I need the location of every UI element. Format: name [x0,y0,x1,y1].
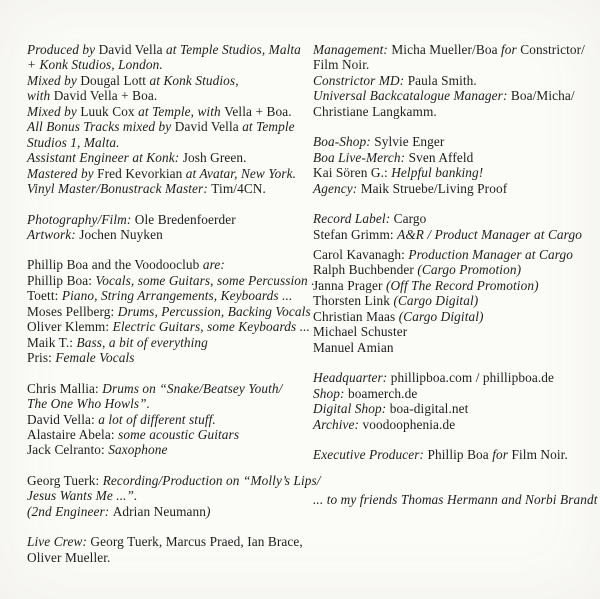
credit-text: Jochen Nuyken [79,226,163,242]
credit-text: Stefan Grimm: [313,226,398,242]
credit-text: boa-digital.net [389,401,469,417]
credit-text-italic: at Temple, with [138,103,225,119]
credit-line [27,150,313,165]
credit-text-italic: Mastered by [27,165,98,181]
credit-text: phillipboa.com / phillipboa.de [390,370,555,386]
credit-text-italic: Studios 1, Malta. [27,134,120,150]
credit-text-italic: Drums on “Snake/Beatsey Youth/ [102,380,283,396]
credit-text-italic: with [27,88,54,104]
credit-block [313,447,595,462]
credit-text: boamerch.de [347,385,418,401]
credit-line [313,293,595,308]
credit-line [27,396,313,411]
credit-text-italic: Boa Live-Merch: [313,149,409,165]
credit-block [27,534,313,565]
credit-line [313,340,595,355]
credit-text: Manuel Amian [313,339,394,355]
credit-text: Michael Schuster [313,324,408,340]
credit-text-italic: Mixed by [27,103,81,119]
credit-line [313,134,595,149]
credit-line [27,412,313,427]
credit-block [27,381,313,458]
credit-line [27,42,313,57]
credit-text: Maik Struebe/Living Proof [360,180,508,196]
credit-line [27,119,313,134]
credit-text: Moses Pellberg: [27,303,118,319]
credit-text-italic: Shop: [313,385,348,401]
credit-line [313,278,595,293]
credit-block [27,257,322,366]
credit-line [313,386,595,401]
credit-text-italic: Produced by [27,42,99,57]
credit-line [313,401,595,416]
credit-text-italic: Digital Shop: [313,401,390,417]
credit-line [27,257,313,272]
credit-line [27,227,313,242]
credit-line [27,88,313,103]
credit-line [27,288,313,303]
credit-text: Vella + Boa. [224,103,292,119]
credit-text-italic: Mixed by [27,72,81,88]
credit-line [27,534,313,549]
credit-text-italic: ) [206,503,211,519]
credit-line [27,504,313,519]
credit-text-italic: Drums, Percussion, Backing Vocals [117,303,311,319]
credit-text-italic: Management: [313,42,392,57]
credit-line [313,181,595,196]
credit-text: Oliver Klemm: [27,319,113,335]
credit-text-italic: Jesus Wants Me ...”. [27,488,138,504]
credit-line [27,350,313,365]
credit-line [313,104,595,119]
credit-text-italic: Constrictor MD: [313,72,408,88]
credit-line [313,492,598,508]
credit-line [27,57,313,72]
credit-line [27,319,313,334]
credit-line [313,309,595,324]
credit-block [313,211,595,242]
credit-text-italic: Photography/Film: [27,211,135,227]
credit-line [313,417,595,432]
credit-text: Toett: [27,288,62,304]
credit-text: Jack Celranto: [27,442,109,458]
credit-text: David Vella: [27,411,99,427]
credit-text: Film Noir. [313,57,370,73]
credit-line [313,165,595,180]
credit-text: Christian Maas [313,308,399,324]
credit-text: David Vella [98,42,167,57]
credit-line [27,472,321,488]
credit-text-italic: (2nd Engineer: [27,503,113,519]
credit-line [27,381,313,396]
credit-line [313,324,595,339]
credit-line [27,272,322,288]
credit-line [27,166,313,181]
credit-text-italic: (Off The Record Promotion) [385,277,539,293]
credit-text: Sylvie Enger [374,134,445,150]
credit-text: David Vella [174,119,243,135]
credit-line [27,304,313,319]
credit-line [313,227,595,242]
credit-text-italic: some acoustic Guitars [118,426,240,442]
credit-line [313,88,595,103]
credit-text-italic: Helpful banking! [391,165,484,181]
credit-text-italic: Headquarter: [313,370,391,386]
credit-text: Janna Prager [313,277,386,293]
credit-text-italic: Live Crew: [27,534,91,550]
credit-text: Georg Tuerk, Marcus Praed, Ian Brace, [90,534,303,550]
credit-text: Alastaire Abela: [27,426,119,442]
credit-text-italic: (Cargo Promotion) [417,262,522,278]
credit-text-italic: + Konk Studios, London. [27,57,163,73]
credit-line [27,73,313,88]
credit-text-italic: All Bonus Tracks mixed by [27,119,175,135]
credit-text-italic: Artwork: [27,226,80,242]
credit-text-italic: at Avatar, New York. [185,165,297,181]
credit-block [313,492,598,508]
credit-text-italic: at Temple [242,119,295,135]
credit-line [313,211,595,226]
credits-column-right [313,42,598,508]
credit-text: Cargo [393,211,427,227]
credit-text-italic: Recording/Production on “Molly’s Lips/ [102,472,321,488]
credit-text: Fred Kevorkian [97,165,186,181]
credit-line [27,488,313,503]
credit-text: Boa/Micha/ [510,88,575,104]
credit-text-italic: (Cargo Digital) [393,293,479,309]
credit-text-italic: Executive Producer: [313,446,428,462]
credit-text-italic: The One Who Howls”. [27,396,151,412]
credit-text-italic: A&R / Product Manager at Cargo [397,226,582,242]
credit-text: Phillip Boa and the Voodooclub [27,257,203,273]
credit-text-italic: for [492,446,512,462]
credit-line [27,212,313,227]
credit-text-italic: at Konk Studios, [149,72,239,88]
credit-block [313,247,595,355]
credit-text: Phillip Boa [427,446,493,462]
credit-text-italic: Boa-Shop: [313,134,375,150]
credit-text: Constrictor/ [520,42,585,57]
credit-block [313,42,595,119]
credit-text: Paula Smith. [407,72,477,88]
credit-text-italic: Archive: [313,416,363,432]
credit-text: Luuk Cox [80,103,139,119]
credit-line [313,57,595,72]
credit-line [313,262,595,277]
credit-line [313,42,595,57]
credit-block [27,472,321,519]
credit-line [313,247,595,262]
credit-line [313,447,595,462]
credit-text-italic: Vinyl Master/Bonustrack Master: [27,181,212,197]
credit-line [27,335,313,350]
credit-text-italic: Record Label: [313,211,394,227]
credit-text: Film Noir. [511,446,568,462]
credit-text: Georg Tuerk: [27,472,103,488]
credit-text: Chris Mallia: [27,380,103,396]
credit-line [313,370,595,385]
credit-text-italic: Female Vocals [55,350,135,366]
credit-text-italic: (Cargo Digital) [398,308,484,324]
credit-line [27,181,313,196]
credit-line [313,150,595,165]
credit-text-italic: Vocals, some Guitars, some Percussion ... [95,272,322,288]
credit-text: Sven Affeld [408,149,474,165]
credit-text-italic: for [501,42,521,57]
credit-text-italic: Saxophone [108,442,168,458]
credit-text: Ralph Buchbender [313,262,418,278]
credit-text-italic: a lot of different stuff. [98,411,216,427]
credit-text: Ole Bredenfoerder [134,211,236,227]
credit-text-italic: Electric Guitars, some Keyboards ... [112,319,310,335]
credit-line [27,135,313,150]
credits-column-left [27,42,322,565]
credit-text: Josh Green. [182,150,247,166]
credit-line [313,73,595,88]
credit-text: Micha Mueller/Boa [391,42,501,57]
credit-block [313,370,595,432]
credit-text: Phillip Boa: [27,272,96,288]
credit-text-italic: at Temple Studios, Malta [166,42,301,57]
credit-text-italic: Assistant Engineer at Konk: [27,150,183,166]
credit-text: Pris: [27,350,56,366]
credit-text: Kai Sören G.: [313,165,392,181]
credit-text: Tim/4CN. [211,181,266,197]
credit-block [27,212,313,243]
credit-text: Christiane Langkamm. [313,103,437,119]
credit-block [27,42,313,197]
credit-text-italic: Universal Backcatalogue Manager: [313,88,511,104]
credit-line [27,427,313,442]
credit-text: Maik T.: [27,334,77,350]
credit-text: Thorsten Link [313,293,394,309]
credit-text-italic: are: [202,257,225,273]
credit-text: Adrian Neumann [112,503,207,519]
credit-text: voodoophenia.de [362,416,456,432]
credit-text-italic: ... to my friends Thomas Hermann and Norbi Brandt [313,492,598,508]
credit-text: Carol Kavanagh: [313,246,409,262]
credit-line [27,550,313,565]
credit-text: Dougal Lott [80,72,150,88]
credit-text: Oliver Mueller. [27,549,111,565]
credit-text-italic: Production Manager at Cargo [408,246,573,262]
credit-text-italic: Piano, String Arrangements, Keyboards ... [61,288,293,304]
credit-text-italic: Bass, a bit of everything [76,334,208,350]
credit-line [27,104,313,119]
credit-text: David Vella + Boa. [53,88,158,104]
credit-line [27,442,313,457]
credit-text-italic: Agency: [313,180,361,196]
credit-block [313,134,595,196]
